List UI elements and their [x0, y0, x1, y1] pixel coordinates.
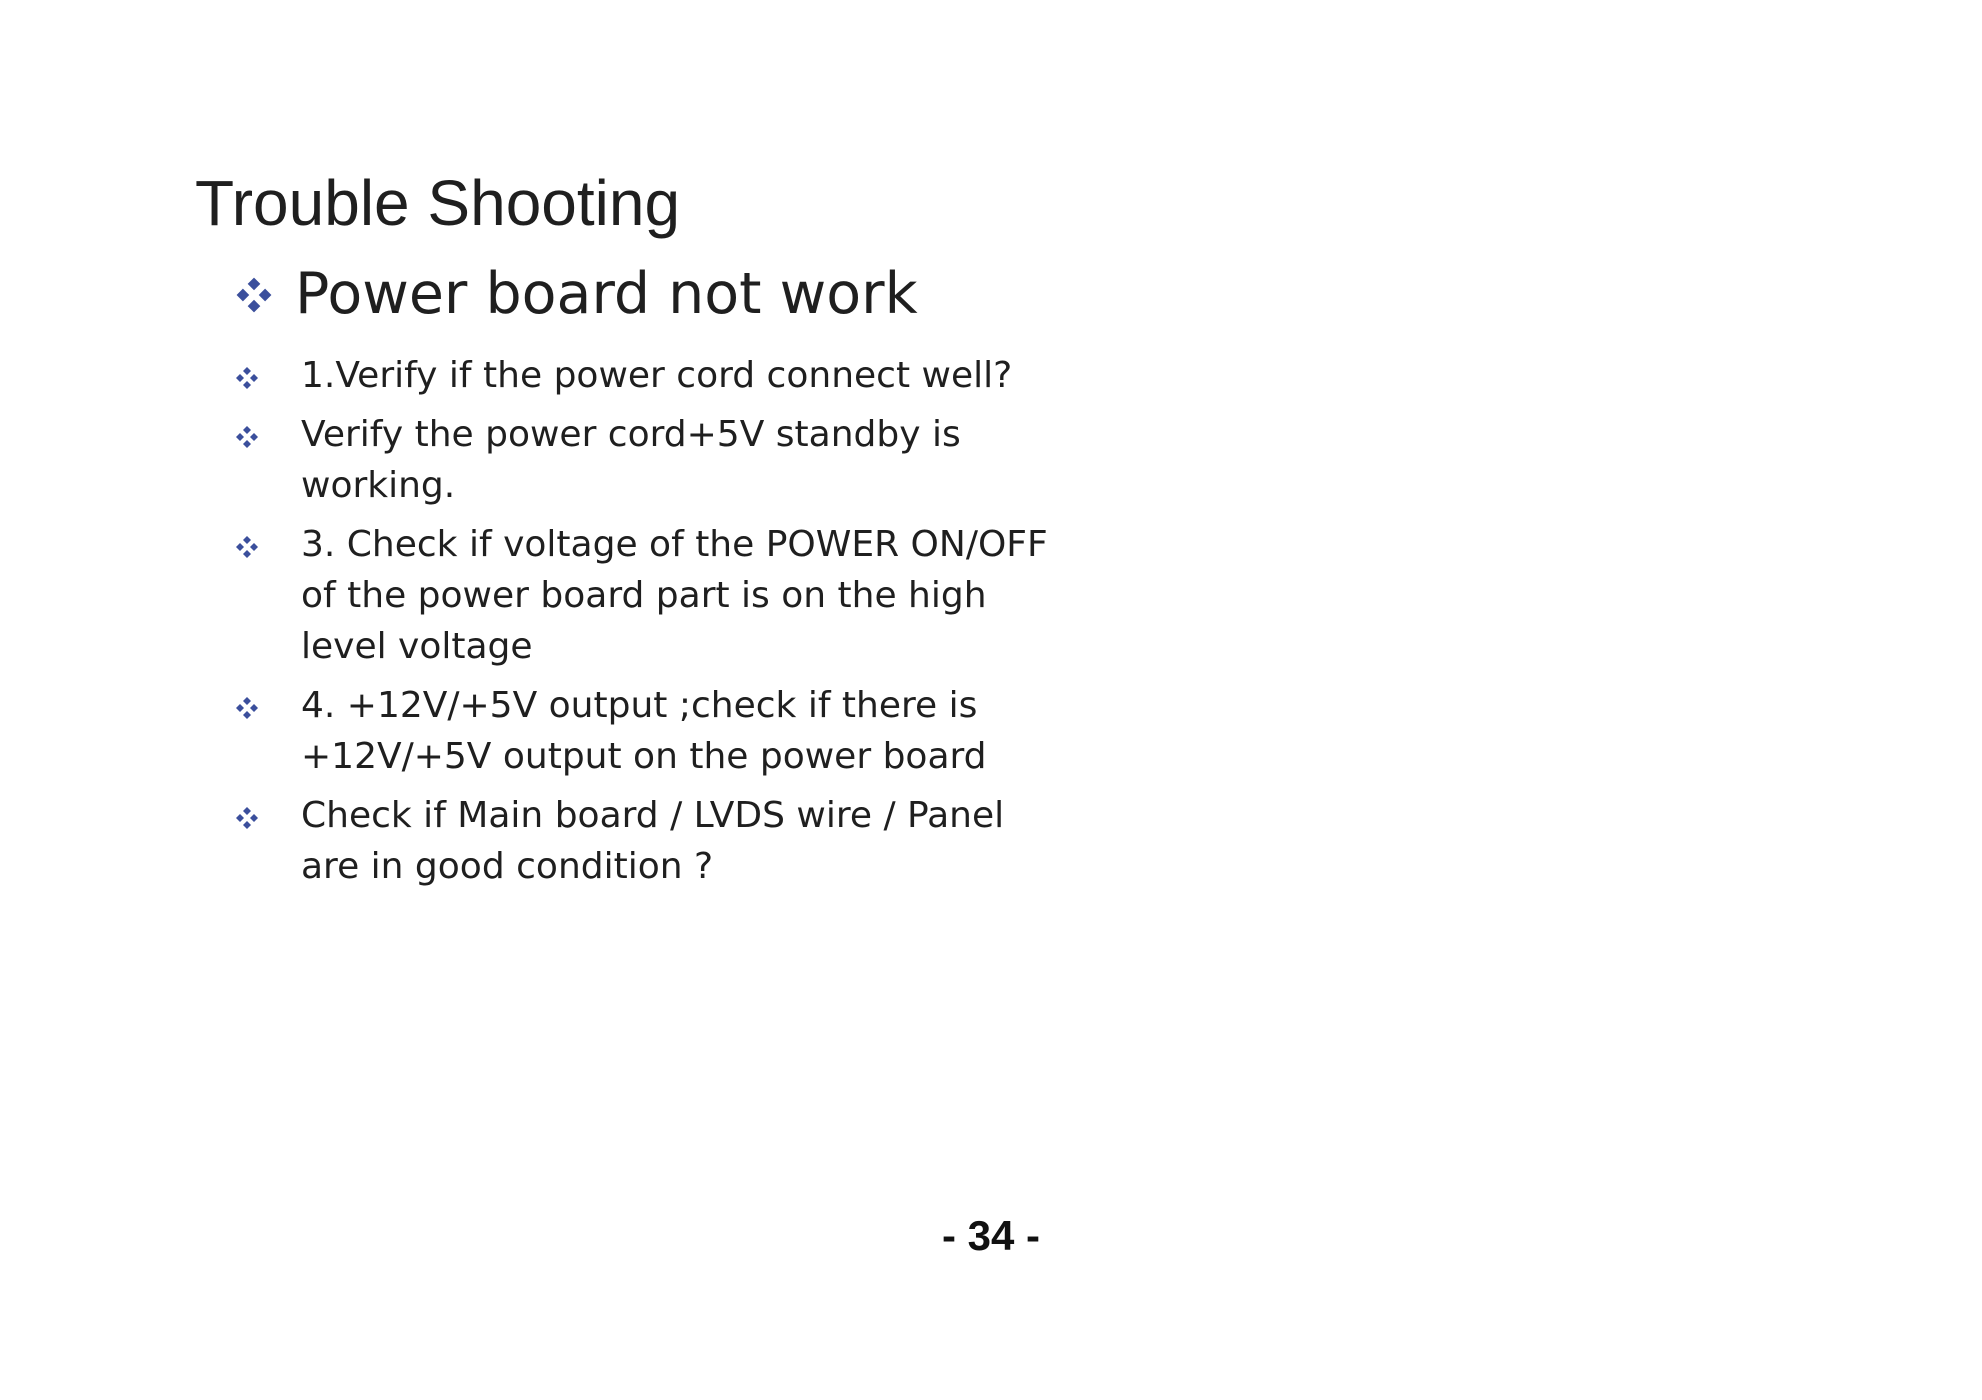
- list-item-text: 4. +12V/+5V output ;check if there is +12V/+5V output on the power board: [301, 685, 987, 777]
- list-item: [235, 519, 1055, 672]
- four-diamond-icon: [235, 696, 259, 720]
- list-item: [235, 350, 1055, 401]
- four-diamond-icon: [235, 425, 259, 449]
- checklist: [235, 350, 1055, 900]
- section-heading-text: Power board not work: [295, 261, 918, 327]
- list-item: [235, 790, 1055, 892]
- page-title: Trouble Shooting: [195, 167, 681, 239]
- list-item-text: 3. Check if voltage of the POWER ON/OFF of the power board part is on the high level voltage: [301, 524, 1048, 667]
- four-diamond-icon: [235, 276, 273, 314]
- list-item-text: 1.Verify if the power cord connect well?: [301, 355, 1013, 396]
- list-item: [235, 680, 1055, 782]
- list-item-text: Verify the power cord+5V standby is working.: [301, 414, 961, 506]
- section-heading: [235, 262, 918, 328]
- four-diamond-icon: [235, 366, 259, 390]
- four-diamond-icon: [235, 806, 259, 830]
- four-diamond-icon: [235, 535, 259, 559]
- list-item-text: Check if Main board / LVDS wire / Panel are in good condition ?: [301, 795, 1005, 887]
- page-number: - 34 -: [941, 1212, 1041, 1259]
- list-item: [235, 409, 1055, 511]
